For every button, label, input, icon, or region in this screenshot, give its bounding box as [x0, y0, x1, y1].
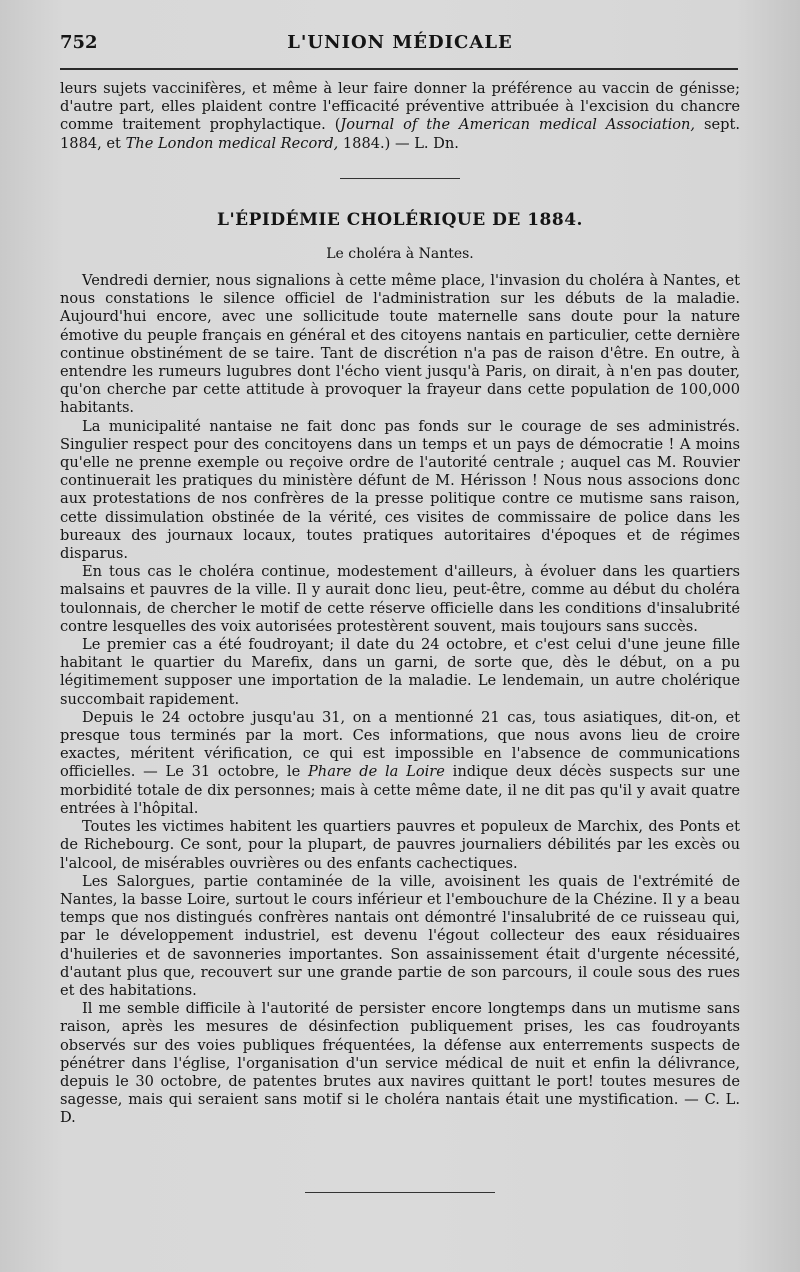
citation-mid: sept. 1884, et [60, 116, 740, 152]
paragraph-3: En tous cas le choléra continue, modestement d'ailleurs, à évoluer dans les quartiers malsains et pauvres de la ville. Il y aurait donc lieu, peut-être, comme au début du choléra toulonnais, de chercher le motif de cette réserve officielle dans les conditions d'insalubrité contre lesquelles des voix autorisées protestèrent souvent, mais toujours sans succès. [60, 563, 740, 635]
page-header [60, 30, 740, 62]
section-subtitle: Le choléra à Nantes. [326, 246, 474, 262]
citation-open: ( [334, 116, 341, 134]
paragraph-1: Vendredi dernier, nous signalions à cette même place, l'invasion du choléra à Nantes, et nous constations le silence officiel de l'administration sur les débuts de la maladie. Aujourd'hui encore, avec une sollicitude toute maternelle sans doute pour la nature émotive du peuple français en général et des citoyens nantais en particulier, cette dernière continue obstinément de se taire. Tant de discrétion n'a pas de raison d'être. En outre, à entendre les rumeurs lugubres dont l'écho vient jusqu'à Paris, on dirait, à n'en pas douter, qu'on cherche par cette attitude à provoquer la frayeur dans cette population de 100,000 habitants. [60, 272, 740, 417]
paragraph-5-end: indique deux décès suspects sur une morbidité totale de dix personnes; mais à cette même date, il ne dit pas qu'il y avait quatre entrées à l'hôpital. [60, 763, 740, 817]
paragraph-8: Il me semble difficile à l'autorité de persister encore longtemps dans un mutisme sans raison, après les mesures de désinfection publiquement prises, les cas foudroyants observés sur des voies publiques fréquentées, la défense aux enterrements suspects de pénétrer dans l'église, l'organisation d'un service médical de nuit et enfin la délivrance, depuis le 30 octobre, de patentes brutes aux navires quittant le port! toutes mesures de sagesse, mais qui seraient sans motif si le choléra nantais était une mystification. — C. L. D. [60, 1000, 740, 1127]
intro-text-block [60, 80, 740, 153]
intro-paragraph [60, 80, 740, 153]
section-title: L'ÉPIDÉMIE CHOLÉRIQUE DE 1884. [217, 210, 583, 230]
newspaper-title: Phare de la Loire [307, 763, 445, 781]
journal-title-2: The London medical Record, [125, 134, 339, 152]
paragraph-5-start: Depuis le 24 octobre jusqu'au 31, on a mentionné 21 cas, tous asiatiques, dit-on, et presque tous terminés par la mort. Ces informations, que nous avons lieu de croire exactes, méritent vérification, ce qui est impossible en l'absence de communications officielles. — Le 31 octobre, le [60, 708, 740, 781]
paragraph-4: Le premier cas a été foudroyant; il date du 24 octobre, et c'est celui d'une jeune fille habitant le quartier du Marefix, dans un garni, de sorte que, dès le début, on a pu légitimement supposer une importation de la maladie. Le lendemain, un autre cholérique succombait rapidement. [60, 636, 740, 708]
intro-text: leurs sujets vaccinifères, et même à leur faire donner la préférence au vaccin de génisse; d'autre part, elles plaident contre l'efficacité préventive attribuée à l'excision du chancre comme traitement prophylactique. [60, 80, 740, 134]
header-rule [60, 68, 738, 70]
paragraph-2: La municipalité nantaise ne fait donc pas fonds sur le courage de ses administrés. Singulier respect pour des concitoyens dans un temps et un pays de démocratie ! A moins qu'elle ne prenne exemple ou reçoive ordre de l'autorité centrale ; auquel cas M. Rouvier continuerait les pratiques du ministère défunt de M. Hérisson ! Nous nous associons donc aux protestations de nos confrères de la presse politique contre ce mutisme sans raison, cette dissimulation obstinée de la vérité, ces visites de commissaire de police dans les bureaux des journaux locaux, toutes pratiques autoritaires d'époques et de régimes disparus. [60, 417, 740, 563]
paragraph-7: Les Salorgues, partie contaminée de la ville, avoisinent les quais de l'extrémité de Nantes, la basse Loire, surtout le cours inférieur et l'embouchure de la Chézine. Il y a beau temps que nos distingués confrères nantais ont démontré l'insalubrité de ce ruisseau qui, par le développement industriel, est devenu l'égout collecteur des eaux résiduaires d'huileries et de savonneries importantes. Son assainissement était d'urgente nécessité, d'autant plus que, recouvert sur une grande partie de son parcours, il coule sous des rues et des habitations. [60, 872, 740, 999]
paragraph-5 [60, 709, 740, 818]
citation-end: 1884.) — L. Dn. [338, 134, 459, 152]
journal-title-1: Journal of the American medical Association, [340, 116, 696, 134]
article-body [60, 272, 740, 1128]
paragraph-6: Toutes les victimes habitent les quartiers pauvres et populeux de Marchix, des Ponts et de Richebourg. Ce sont, pour la plupart, de pauvres journaliers débilités par les excès ou l'alcool, de misérables ouvrières ou des enfants cachectiques. [60, 818, 740, 872]
end-rule [305, 1192, 495, 1193]
page-number: 752 [60, 32, 98, 53]
running-title: L'UNION MÉDICALE [287, 32, 513, 53]
section-divider [340, 178, 460, 179]
